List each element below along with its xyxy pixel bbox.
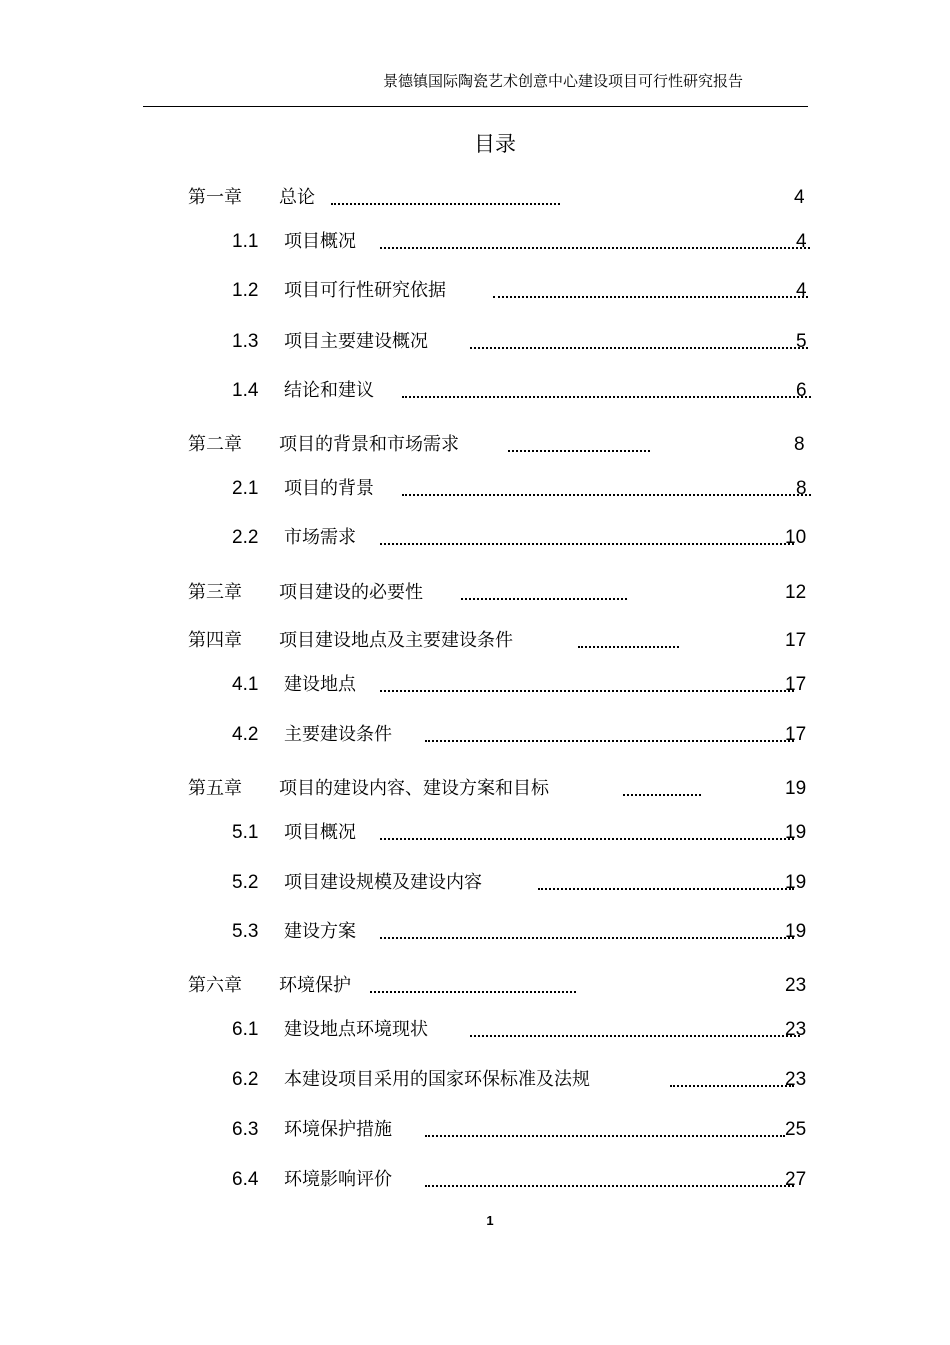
- toc-section-number: 6.2: [232, 1069, 259, 1090]
- toc-section-1-3[interactable]: [0, 327, 950, 357]
- toc-page-number: 23: [785, 975, 807, 996]
- toc-leader: [402, 494, 811, 496]
- toc-section-text: 市场需求: [284, 527, 356, 548]
- toc-chapter-text: 总论: [279, 187, 315, 208]
- toc-page-number: 27: [785, 1169, 807, 1190]
- toc-leader: [461, 598, 627, 600]
- toc-chapter-1[interactable]: [0, 183, 950, 213]
- toc-page-number: 17: [785, 674, 807, 695]
- toc-leader: [380, 543, 794, 545]
- toc-chapter-4[interactable]: [0, 626, 950, 656]
- toc-page-number: 8: [796, 478, 807, 499]
- toc-section-5-3[interactable]: [0, 917, 950, 947]
- toc-page-number: 19: [785, 822, 807, 843]
- toc-leader: [578, 646, 679, 648]
- toc-section-4-2[interactable]: [0, 720, 950, 750]
- toc-chapter-label: 第五章: [188, 778, 242, 799]
- toc-leader: [425, 1135, 785, 1137]
- toc-section-2-2[interactable]: [0, 523, 950, 553]
- toc-chapter-text: 项目的背景和市场需求: [279, 434, 459, 455]
- toc-section-number: 5.1: [232, 822, 259, 843]
- toc-section-number: 2.1: [232, 478, 259, 499]
- toc-page-number: 19: [785, 872, 807, 893]
- toc-section-1-2[interactable]: [0, 276, 950, 306]
- toc-section-text: 项目概况: [284, 822, 356, 843]
- toc-leader: [380, 838, 794, 840]
- toc-page-number: 17: [785, 630, 807, 651]
- toc-section-text: 建设方案: [284, 921, 356, 942]
- toc-page-number: 6: [796, 380, 807, 401]
- toc-page-number: 8: [794, 434, 805, 455]
- toc-chapter-label: 第三章: [188, 582, 242, 603]
- toc-section-number: 5.2: [232, 872, 259, 893]
- toc-section-1-1[interactable]: [0, 227, 950, 257]
- toc-chapter-label: 第一章: [188, 187, 242, 208]
- toc-leader: [493, 296, 808, 298]
- toc-section-text: 建设地点环境现状: [284, 1019, 428, 1040]
- toc-page-number: 10: [785, 527, 807, 548]
- toc-page-number: 12: [785, 582, 807, 603]
- toc-section-number: 6.1: [232, 1019, 259, 1040]
- toc-section-4-1[interactable]: [0, 670, 950, 700]
- toc-section-text: 本建设项目采用的国家环保标准及法规: [284, 1069, 590, 1090]
- toc-section-number: 5.3: [232, 921, 259, 942]
- toc-leader: [508, 450, 650, 452]
- toc-title: 目录: [474, 132, 516, 156]
- toc-leader: [370, 991, 576, 993]
- toc-section-text: 结论和建议: [284, 380, 374, 401]
- toc-chapter-6[interactable]: [0, 971, 950, 1001]
- toc-chapter-5[interactable]: [0, 774, 950, 804]
- toc-section-text: 项目的背景: [284, 478, 374, 499]
- toc-leader: [623, 794, 701, 796]
- toc-section-text: 建设地点: [284, 674, 356, 695]
- toc-section-6-4[interactable]: [0, 1165, 950, 1195]
- toc-section-number: 1.2: [232, 280, 259, 301]
- toc-section-text: 项目概况: [284, 231, 356, 252]
- toc-page-number: 17: [785, 724, 807, 745]
- toc-section-number: 4.1: [232, 674, 259, 695]
- toc-page-number: 25: [785, 1119, 807, 1140]
- toc-section-text: 项目主要建设概况: [284, 331, 428, 352]
- toc-leader: [402, 396, 811, 398]
- toc-section-text: 主要建设条件: [284, 724, 392, 745]
- toc-page-number: 23: [785, 1019, 807, 1040]
- toc-section-1-4[interactable]: [0, 376, 950, 406]
- toc-page-number: 19: [785, 921, 807, 942]
- toc-section-number: 6.4: [232, 1169, 259, 1190]
- toc-section-number: 1.4: [232, 380, 259, 401]
- toc-section-6-2[interactable]: [0, 1065, 950, 1095]
- toc-leader: [380, 247, 810, 249]
- toc-chapter-text: 项目的建设内容、建设方案和目标: [279, 778, 549, 799]
- running-header: 景德镇国际陶瓷艺术创意中心建设项目可行性研究报告: [383, 72, 744, 90]
- toc-section-text: 环境影响评价: [284, 1169, 392, 1190]
- header-rule: [143, 106, 808, 107]
- toc-section-number: 4.2: [232, 724, 259, 745]
- toc-leader: [331, 203, 560, 205]
- toc-section-number: 1.1: [232, 231, 259, 252]
- toc-chapter-text: 项目建设的必要性: [279, 582, 423, 603]
- toc-section-5-2[interactable]: [0, 868, 950, 898]
- toc-leader: [425, 740, 794, 742]
- toc-section-6-3[interactable]: [0, 1115, 950, 1145]
- toc-page-number: 5: [796, 331, 807, 352]
- toc-page-number: 4: [796, 280, 807, 301]
- toc-leader: [425, 1185, 794, 1187]
- toc-chapter-text: 项目建设地点及主要建设条件: [279, 630, 513, 651]
- toc-section-5-1[interactable]: [0, 818, 950, 848]
- toc-section-text: 项目建设规模及建设内容: [284, 872, 482, 893]
- toc-page-number: 4: [794, 187, 805, 208]
- toc-leader: [670, 1085, 794, 1087]
- toc-chapter-label: 第四章: [188, 630, 242, 651]
- toc-section-number: 6.3: [232, 1119, 259, 1140]
- toc-page-number: 4: [796, 231, 807, 252]
- toc-chapter-2[interactable]: [0, 430, 950, 460]
- toc-section-2-1[interactable]: [0, 474, 950, 504]
- page-number: 1: [486, 1213, 494, 1228]
- toc-leader: [380, 690, 794, 692]
- toc-page-number: 23: [785, 1069, 807, 1090]
- toc-section-6-1[interactable]: [0, 1015, 950, 1045]
- toc-section-number: 1.3: [232, 331, 259, 352]
- toc-leader: [538, 888, 794, 890]
- toc-chapter-label: 第二章: [188, 434, 242, 455]
- toc-section-number: 2.2: [232, 527, 259, 548]
- toc-chapter-text: 环境保护: [279, 975, 351, 996]
- toc-chapter-label: 第六章: [188, 975, 242, 996]
- toc-chapter-3[interactable]: [0, 578, 950, 608]
- toc-leader: [380, 937, 794, 939]
- toc-leader: [470, 347, 808, 349]
- toc-section-text: 项目可行性研究依据: [284, 280, 446, 301]
- toc-section-text: 环境保护措施: [284, 1119, 392, 1140]
- toc-leader: [470, 1035, 800, 1037]
- toc-page-number: 19: [785, 778, 807, 799]
